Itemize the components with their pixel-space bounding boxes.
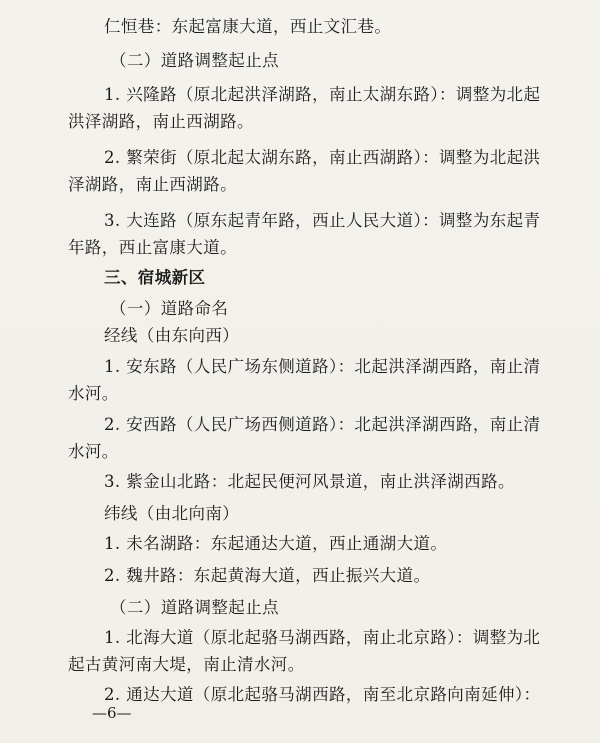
text-line: 2. 魏井路：东起黄海大道，西止振兴大道。: [104, 566, 431, 585]
text-line: 泽湖路，南止西湖路。: [68, 175, 237, 194]
text-line: 2. 繁荣街（原北起太湖东路，南止西湖路）：调整为北起洪: [104, 148, 541, 167]
section-heading: （二）道路调整起止点: [110, 51, 279, 70]
text-line: 洪泽湖路，南止西湖路。: [68, 112, 254, 131]
text-line: 3. 大连路（原东起青年路，西止人民大道）：调整为东起青: [104, 211, 541, 230]
text-line: 起古黄河南大堤，南止清水河。: [68, 655, 305, 674]
text-line: 水河。: [68, 442, 119, 461]
chapter-heading: 三、宿城新区: [104, 268, 206, 287]
text-line: 水河。: [68, 384, 119, 403]
subsection-heading: 经线（由东向西）: [104, 326, 240, 345]
text-line: 1. 未名湖路：东起通达大道，西止通湖大道。: [104, 534, 448, 553]
text-line: 1. 兴隆路（原北起洪泽湖路，南止太湖东路）：调整为北起: [104, 85, 541, 104]
section-heading: （二）道路调整起止点: [110, 598, 279, 617]
text-line: 2. 安西路（人民广场西侧道路）：北起洪泽湖西路，南止清: [104, 415, 541, 434]
text-line: 仁恒巷：东起富康大道，西止文汇巷。: [104, 17, 392, 36]
text-line: 年路，西止富康大道。: [68, 238, 237, 257]
page-number: —6—: [92, 704, 132, 722]
section-heading: （一）道路命名: [110, 299, 229, 318]
text-line: 1. 北海大道（原北起骆马湖西路，南止北京路）：调整为北: [104, 628, 541, 647]
text-line: 3. 紫金山北路：北起民便河风景道，南止洪泽湖西路。: [104, 472, 515, 491]
subsection-heading: 纬线（由北向南）: [104, 504, 240, 523]
text-line: 2. 通达大道（原北起骆马湖西路，南至北京路向南延伸）：: [104, 685, 541, 704]
text-line: 1. 安东路（人民广场东侧道路）：北起洪泽湖西路，南止清: [104, 357, 541, 376]
